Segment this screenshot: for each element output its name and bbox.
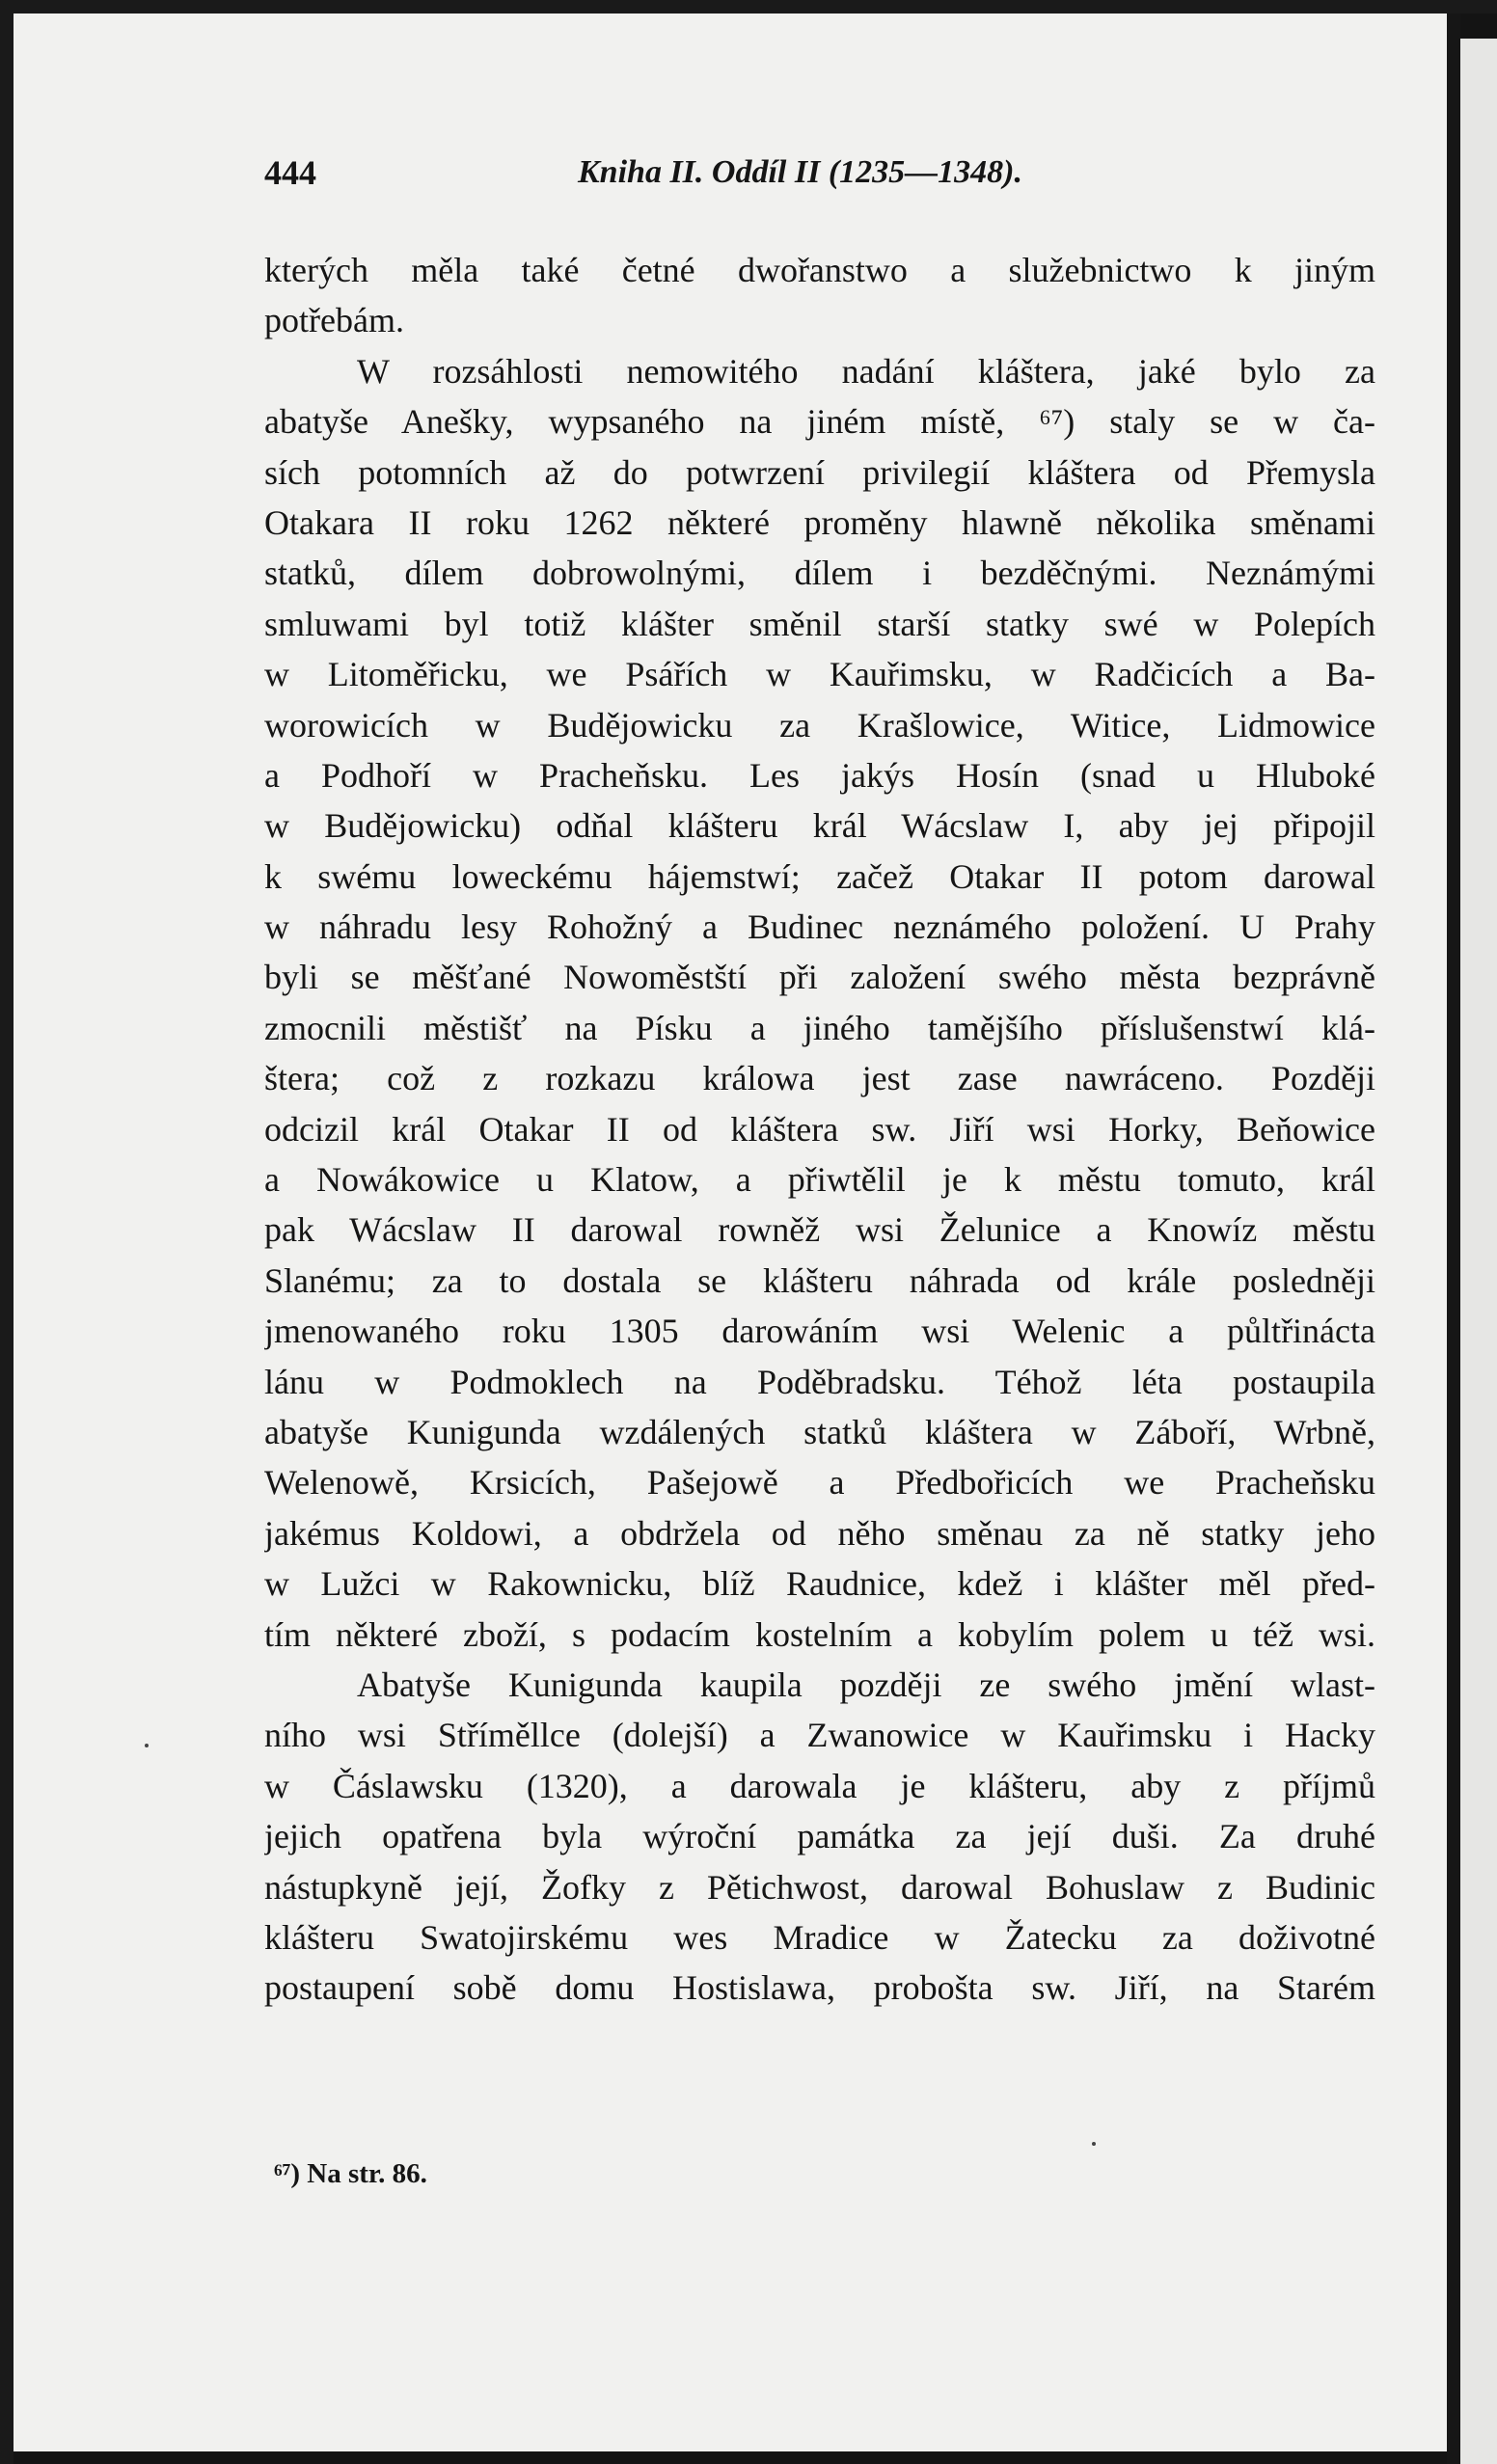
- text-line: a Nowákowice u Klatow, a přiwtělil je k městu tomuto, král: [264, 1160, 1375, 1200]
- text-line: nástupkyně její, Žofky z Pětichwost, darowal Bohuslaw z Budinic: [264, 1867, 1375, 1907]
- text-line: zmocnili městišť na Písku a jiného tamějšího příslušenstwí klá-: [264, 1008, 1375, 1047]
- text-line: W rozsáhlosti nemowitého nadání kláštera, jaké bylo za: [357, 351, 1375, 391]
- text-line: smluwami byl totiž klášter směnil starší statky swé w Polepích: [264, 604, 1375, 643]
- text-line: jmenowaného roku 1305 darowáním wsi Welenic a půltřinácta: [264, 1312, 1375, 1351]
- text-line: worowicích w Budějowicku za Krašlowice, Witice, Lidmowice: [264, 705, 1375, 745]
- text-line: Slanému; za to dostala se klášteru náhrada od krále posledněji: [264, 1260, 1375, 1300]
- text-line: sích potomních až do potwrzení privilegií kláštera od Přemysla: [264, 452, 1375, 492]
- text-line: odcizil král Otakar II od kláštera sw. Jiří wsi Horky, Beňowice: [264, 1109, 1375, 1149]
- scan-left-shadow: [0, 0, 14, 2464]
- text-line: Welenowě, Krsicích, Pašejowě a Předbořicích we Pracheňsku: [264, 1463, 1375, 1503]
- body-text: [264, 245, 1375, 2014]
- text-line: w Čáslawsku (1320), a darowala je klášteru, aby z příjmů: [264, 1766, 1375, 1805]
- text-line: jakémus Koldowi, a obdržela od něho směnau za ně statky jeho: [264, 1513, 1375, 1553]
- text-line: statků, dílem dobrowolnými, dílem i bezděčnými. Neznámými: [264, 554, 1375, 593]
- text-line: w Budějowicku) odňal klášteru král Wácslaw I, aby jej připojil: [264, 806, 1375, 846]
- text-line: štera; což z rozkazu králowa jest zase nawráceno. Později: [264, 1059, 1375, 1098]
- running-title: Kniha II. Oddíl II (1235—1348).: [578, 154, 1022, 190]
- text-line: ního wsi Stříměllce (dolejší) a Zwanowice w Kauřimsku i Hacky: [264, 1716, 1375, 1755]
- text-line: w Litoměřicku, we Psářích w Kauřimsku, w Radčicích a Ba-: [264, 655, 1375, 694]
- text-line: w náhradu lesy Rohožný a Budinec neznámého položení. U Prahy: [264, 907, 1375, 947]
- text-line: lánu w Podmoklech na Poděbradsku. Téhož léta postaupila: [264, 1362, 1375, 1401]
- text-line: Abatyše Kunigunda kaupila později ze swého jmění wlast-: [357, 1665, 1375, 1704]
- text-line: a Podhoří w Pracheňsku. Les jakýs Hosín (snad u Hluboké: [264, 755, 1375, 795]
- text-line: abatyše Kunigunda wzdálených statků kláštera w Záboří, Wrbně,: [264, 1412, 1375, 1451]
- text-line: abatyše Anešky, wypsaného na jiném místě, ⁶⁷) staly se w ča-: [264, 402, 1375, 442]
- text-line: tím některé zboží, s podacím kostelním a kobylím polem u též wsi.: [264, 1614, 1375, 1654]
- footnote: ⁶⁷) Na str. 86.: [274, 2158, 427, 2189]
- paper-speck: [1092, 2142, 1096, 2146]
- text-line: jejich opatřena byla wýroční památka za její duši. Za druhé: [264, 1817, 1375, 1856]
- text-line: byli se měšťané Nowoměstští při založení swého města bezprávně: [264, 958, 1375, 997]
- text-line: kterých měla také četné dwořanstwo a služebnictwo k jiným: [264, 251, 1375, 289]
- page-number: 444: [264, 153, 316, 192]
- scan-binding-shadow: [1447, 14, 1460, 2464]
- text-line: w Lužci w Rakownicku, blíž Raudnice, kdež i klášter měl před-: [264, 1564, 1375, 1604]
- text-line: postaupení sobě domu Hostislawa, probošta sw. Jiří, na Starém: [264, 1968, 1375, 2008]
- next-page-edge: [1460, 39, 1497, 2464]
- text-line: Otakara II roku 1262 některé proměny hlawně několika směnami: [264, 502, 1375, 542]
- paper-speck: [145, 1744, 149, 1747]
- page-header: [264, 152, 1383, 203]
- text-line: k swému loweckému hájemstwí; začež Otakar II potom darowal: [264, 856, 1375, 896]
- text-line: potřebám.: [264, 301, 404, 340]
- text-line: pak Wácslaw II darowal rowněž wsi Želunice a Knowíz městu: [264, 1210, 1375, 1250]
- text-line: klášteru Swatojirskému wes Mradice w Žatecku za doživotné: [264, 1917, 1375, 1957]
- scan-top-shadow: [0, 0, 1497, 14]
